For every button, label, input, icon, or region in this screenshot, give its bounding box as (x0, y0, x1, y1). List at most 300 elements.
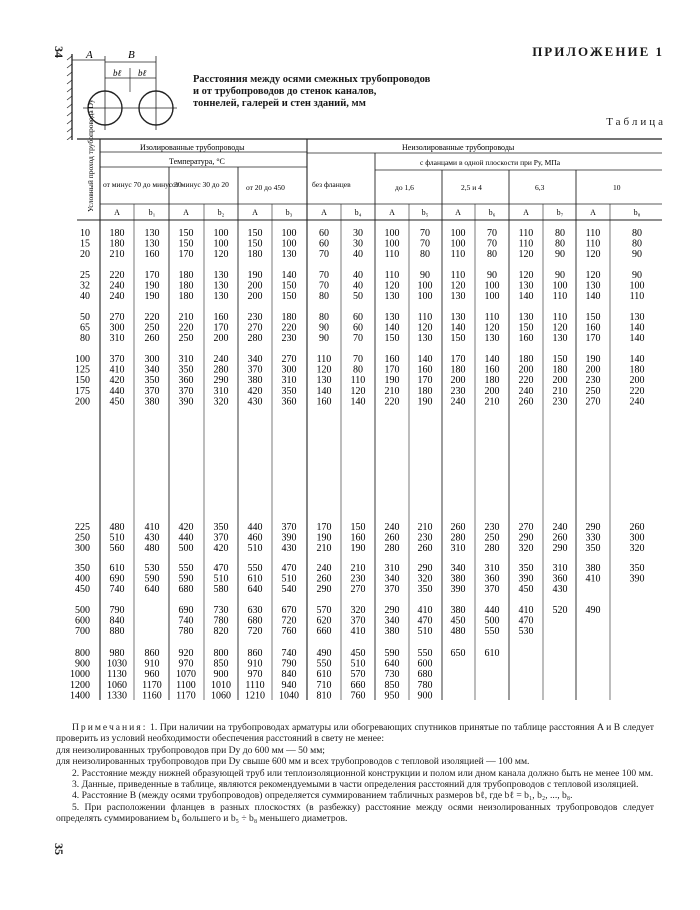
table-cell: 270 (247, 322, 263, 334)
table-cell: 170 (384, 364, 400, 376)
table-cell: 490 (585, 605, 601, 616)
table-cell: 110 (484, 312, 500, 323)
header-p3: 6,3 (535, 183, 545, 192)
table-cell: 560 (109, 543, 125, 555)
table-cell: 240 (213, 354, 229, 365)
table-cell: 550 (316, 658, 332, 670)
table-cell: 130 (450, 291, 466, 303)
table-cell: 310 (552, 563, 568, 574)
table-cell: 130 (585, 280, 601, 292)
table-cell: 860 (247, 648, 263, 659)
table-cell: 120 (316, 364, 332, 376)
table-cell: 850 (384, 679, 400, 691)
table-cell: 80 (632, 228, 642, 239)
table-cell: 460 (247, 532, 263, 544)
table-cell: 170 (585, 333, 601, 345)
table-cell: 60 (353, 312, 363, 323)
table-cell: 70 (319, 280, 329, 292)
table-cell: 230 (585, 375, 601, 387)
table-cell: 350 (281, 385, 297, 397)
label-bl-right: bℓ (138, 68, 147, 78)
table-cell: 80 (555, 238, 565, 250)
table-cell: 100 (384, 228, 400, 239)
table-cell: 210 (552, 385, 568, 397)
table-cell: 450 (350, 648, 366, 659)
label-bl-left: bℓ (113, 68, 122, 78)
subheader-cell: b₄ (354, 208, 362, 217)
header-p1: до 1,6 (395, 183, 414, 192)
table-cell: 110 (450, 249, 466, 261)
table-cell: 190 (384, 375, 400, 387)
table-cell: 120 (450, 280, 466, 292)
table-cell: 1040 (279, 690, 299, 702)
dy-cell: 15 (80, 238, 90, 250)
table-cell: 970 (178, 658, 194, 670)
table-cell: 260 (552, 532, 568, 544)
table-cell: 340 (384, 615, 400, 627)
table-cell: 390 (450, 584, 466, 596)
table-cell: 180 (178, 280, 194, 292)
table-cell: 360 (484, 573, 500, 585)
dy-cell: 1200 (70, 679, 90, 691)
table-cell: 200 (552, 375, 568, 387)
table-cell: 150 (178, 228, 194, 239)
table-cell: 350 (629, 563, 645, 574)
table-cell: 370 (178, 385, 194, 397)
table-cell: 40 (353, 280, 363, 292)
table-cell: 150 (384, 333, 400, 345)
table-cell: 420 (213, 543, 229, 555)
table-cell: 380 (247, 375, 263, 387)
table-cell: 70 (420, 238, 430, 250)
table-cell: 540 (281, 584, 297, 596)
table-cell: 320 (350, 605, 366, 616)
table-cell: 130 (213, 280, 229, 292)
subheader-cell: А (523, 208, 529, 217)
table-cell: 170 (144, 270, 160, 281)
table-cell: 270 (109, 312, 125, 323)
table-cell: 440 (178, 532, 194, 544)
table-cell: 150 (178, 238, 194, 250)
header-p2: 2,5 и 4 (461, 183, 482, 192)
table-cell: 370 (281, 522, 297, 533)
note-1b: для неизолированных трубопроводов при Dу свыше 600 мм и всех трубопроводов с тепловой изоляцией — 100 мм. (56, 756, 530, 768)
table-cell: 510 (109, 532, 125, 544)
table-cell: 350 (585, 543, 601, 555)
table-cell: 210 (178, 312, 194, 323)
table-cell: 480 (450, 626, 466, 638)
table-cell: 470 (213, 563, 229, 574)
table-cell: 70 (319, 270, 329, 281)
table-cell: 320 (518, 543, 534, 555)
table-cell: 310 (281, 375, 297, 387)
table-cell: 1130 (107, 669, 127, 681)
table-cell: 310 (384, 563, 400, 574)
table-cell: 810 (316, 690, 332, 702)
table-cell: 150 (450, 333, 466, 345)
table-cell: 150 (247, 238, 263, 250)
table-cell: 370 (213, 532, 229, 544)
page-number-top: 34 (52, 46, 66, 58)
table-cell: 410 (109, 364, 125, 376)
table-cell: 1070 (176, 669, 196, 681)
table-cell: 90 (420, 270, 430, 281)
table-cell: 70 (487, 228, 497, 239)
table-cell: 1160 (142, 690, 162, 702)
table-cell: 290 (552, 543, 568, 555)
note-1a: для неизолированных трубопроводов при Dу до 600 мм — 50 мм; (56, 744, 325, 756)
subheader-cell: А (183, 208, 189, 217)
table-cell: 690 (178, 605, 194, 616)
dy-cell: 600 (75, 615, 90, 627)
table-cell: 860 (144, 648, 160, 659)
table-cell: 200 (518, 364, 534, 376)
table-cell: 280 (484, 543, 500, 555)
table-cell: 420 (109, 375, 125, 387)
table-cell: 430 (281, 543, 297, 555)
table-cell: 350 (213, 522, 229, 533)
table-cell: 680 (417, 669, 433, 681)
table-cell: 380 (450, 605, 466, 616)
table-cell: 170 (417, 375, 433, 387)
table-cell: 210 (484, 396, 500, 408)
table-cell: 160 (518, 333, 534, 345)
dy-cell: 1000 (70, 669, 90, 681)
table-cell: 310 (484, 563, 500, 574)
table-cell: 260 (629, 522, 645, 533)
table-cell: 140 (350, 396, 366, 408)
table-cell: 120 (518, 270, 534, 281)
table-cell: 120 (384, 280, 400, 292)
table-cell: 140 (629, 354, 645, 365)
table-cell: 900 (417, 690, 433, 702)
table-cell: 670 (281, 605, 297, 616)
table-cell: 1060 (211, 690, 231, 702)
table-cell: 300 (109, 322, 125, 334)
table-cell: 590 (384, 648, 400, 659)
table-cell: 1210 (245, 690, 265, 702)
subheader-cell: b₃ (285, 208, 293, 217)
table-cell: 340 (450, 563, 466, 574)
table-cell: 300 (144, 354, 160, 365)
table-cell: 200 (213, 333, 229, 345)
table-cell: 630 (247, 605, 263, 616)
table-cell: 200 (484, 385, 500, 397)
table-cell: 150 (585, 312, 601, 323)
table-cell: 740 (178, 615, 194, 627)
table-cell: 340 (144, 364, 160, 376)
table-cell: 60 (319, 238, 329, 250)
table-cell: 310 (450, 543, 466, 555)
table-cell: 170 (213, 322, 229, 334)
table-cell: 950 (384, 690, 400, 702)
table-cell: 550 (178, 563, 194, 574)
table-cell: 180 (518, 354, 534, 365)
table-cell: 130 (518, 312, 534, 323)
table-cell: 230 (484, 522, 500, 533)
table-cell: 510 (247, 543, 263, 555)
table-cell: 320 (417, 573, 433, 585)
table-cell: 180 (552, 364, 568, 376)
subheader-cell: А (114, 208, 120, 217)
table-cell: 510 (350, 658, 366, 670)
table-cell: 410 (518, 605, 534, 616)
table-cell: 730 (213, 605, 229, 616)
table-cell: 80 (632, 238, 642, 250)
table-cell: 180 (109, 238, 125, 250)
table-cell: 740 (109, 584, 125, 596)
table-cell: 70 (487, 238, 497, 250)
table-cell: 140 (316, 385, 332, 397)
table-cell: 100 (417, 291, 433, 303)
dy-cell: 80 (80, 333, 90, 345)
table-cell: 370 (350, 615, 366, 627)
table-cell: 240 (450, 396, 466, 408)
table-cell: 900 (213, 669, 229, 681)
table-cell: 130 (144, 228, 160, 239)
table-cell: 360 (178, 375, 194, 387)
title-line: и от трубопроводов до стенок каналов, (193, 86, 377, 97)
table-cell: 610 (484, 648, 500, 659)
table-cell: 680 (247, 615, 263, 627)
dy-cell: 700 (75, 626, 90, 638)
subheader-cell: А (321, 208, 327, 217)
table-cell: 590 (144, 573, 160, 585)
table-cell: 530 (144, 563, 160, 574)
table-cell: 480 (109, 522, 125, 533)
table-cell: 350 (144, 375, 160, 387)
table-cell: 160 (484, 364, 500, 376)
table-cell: 550 (247, 563, 263, 574)
table-cell: 300 (629, 532, 645, 544)
table-cell: 150 (281, 280, 297, 292)
table-cell: 610 (247, 573, 263, 585)
table-cell: 130 (144, 238, 160, 250)
label-b: B (128, 49, 135, 61)
table-cell: 1100 (176, 679, 196, 691)
table-cell: 110 (384, 270, 400, 281)
table-cell: 110 (552, 291, 568, 303)
table-cell: 110 (316, 354, 332, 365)
table-cell: 110 (629, 291, 645, 303)
table-cell: 510 (281, 573, 297, 585)
table-cell: 340 (384, 573, 400, 585)
table-cell: 390 (518, 573, 534, 585)
table-cell: 210 (109, 249, 125, 261)
table-cell: 140 (518, 291, 534, 303)
header-t2: от минус 30 до 20 (172, 180, 229, 189)
table-cell: 230 (450, 385, 466, 397)
table-cell: 110 (417, 312, 433, 323)
table-cell: 80 (319, 312, 329, 323)
table-cell: 70 (420, 228, 430, 239)
title-line: тоннелей, галерей и стен зданий, мм (193, 98, 366, 109)
table-cell: 100 (417, 280, 433, 292)
table-cell: 80 (487, 249, 497, 261)
table-cell: 130 (417, 333, 433, 345)
table-cell: 90 (487, 270, 497, 281)
table-cell: 380 (144, 396, 160, 408)
note-5: 5. При расположении фланцев в разных плоскостях (в разбежку) расстояние между осями неизолированных трубопроводов следует определять суммированием b₄ большего и b₅ ÷ b₈ меньшего диаметров. (56, 801, 654, 825)
table-cell: 110 (450, 270, 466, 281)
table-cell: 220 (144, 312, 160, 323)
table-cell: 180 (484, 375, 500, 387)
table-cell: 120 (518, 249, 534, 261)
table-cell: 160 (316, 396, 332, 408)
table-cell: 190 (350, 543, 366, 555)
header-dy-column: Условный проход трубопровода Dу (86, 99, 95, 212)
table-cell: 90 (319, 322, 329, 334)
table-cell: 130 (384, 291, 400, 303)
table-cell: 170 (316, 522, 332, 533)
dy-cell: 40 (80, 291, 90, 303)
table-cell: 230 (552, 396, 568, 408)
table-cell: 220 (178, 322, 194, 334)
table-cell: 90 (319, 333, 329, 345)
header-t1: от минус 70 до минус 30 (103, 180, 182, 189)
dy-cell: 100 (75, 354, 90, 365)
table-label: Таблица (606, 116, 666, 128)
table-cell: 430 (247, 396, 263, 408)
table-cell: 440 (484, 605, 500, 616)
table-cell: 590 (178, 573, 194, 585)
table-cell: 380 (450, 573, 466, 585)
table-cell: 80 (555, 228, 565, 239)
subheader-cell: А (252, 208, 258, 217)
table-cell: 820 (213, 626, 229, 638)
table-cell: 130 (484, 333, 500, 345)
table-cell: 380 (384, 626, 400, 638)
table-cell: 200 (450, 375, 466, 387)
table-cell: 270 (518, 522, 534, 533)
subheader-cell: b₁ (148, 208, 156, 217)
table-cell: 110 (585, 228, 601, 239)
table-cell: 290 (417, 563, 433, 574)
table-cell: 940 (281, 679, 297, 691)
table-cell: 150 (281, 291, 297, 303)
table-cell: 580 (213, 584, 229, 596)
table-cell: 270 (281, 354, 297, 365)
table-cell: 680 (178, 584, 194, 596)
table-cell: 120 (213, 249, 229, 261)
table-cell: 370 (247, 364, 263, 376)
table-cell: 100 (450, 228, 466, 239)
notes-heading: Примечания: (72, 722, 148, 733)
table-cell: 130 (316, 375, 332, 387)
dy-cell: 800 (75, 648, 90, 659)
table-cell: 80 (420, 249, 430, 261)
table-cell: 910 (144, 658, 160, 670)
table-cell: 150 (518, 322, 534, 334)
table-cell: 240 (629, 396, 645, 408)
table-cell: 80 (319, 291, 329, 303)
header-p4: 10 (613, 183, 621, 192)
table-cell: 370 (109, 354, 125, 365)
table-cell: 290 (518, 532, 534, 544)
dy-cell: 300 (75, 543, 90, 555)
table-cell: 80 (353, 364, 363, 376)
table-cell: 140 (585, 291, 601, 303)
table-cell: 210 (384, 385, 400, 397)
table-cell: 180 (629, 364, 645, 376)
table-cell: 390 (281, 532, 297, 544)
table-cell: 100 (484, 291, 500, 303)
table-cell: 160 (384, 354, 400, 365)
table-cell: 420 (178, 522, 194, 533)
table-cell: 140 (384, 322, 400, 334)
table-cell: 450 (450, 615, 466, 627)
table-cell: 330 (585, 532, 601, 544)
table-cell: 450 (109, 396, 125, 408)
dy-cell: 32 (80, 280, 90, 292)
table-cell: 240 (552, 522, 568, 533)
table-cell: 720 (247, 626, 263, 638)
table-cell: 610 (316, 669, 332, 681)
table-cell: 640 (384, 658, 400, 670)
dy-cell: 225 (75, 522, 90, 533)
table-cell: 210 (316, 543, 332, 555)
table-cell: 260 (417, 543, 433, 555)
table-cell: 150 (350, 522, 366, 533)
table-cell: 160 (350, 532, 366, 544)
table-cell: 130 (213, 270, 229, 281)
table-cell: 120 (585, 270, 601, 281)
table-cell: 250 (585, 385, 601, 397)
table-cell: 200 (247, 280, 263, 292)
table-cell: 260 (450, 522, 466, 533)
dy-cell: 175 (75, 385, 90, 397)
table-cell: 220 (518, 375, 534, 387)
table-cell: 180 (178, 291, 194, 303)
dy-cell: 1400 (70, 690, 90, 702)
table-cell: 190 (144, 280, 160, 292)
table-cell: 140 (417, 354, 433, 365)
table-cell: 120 (350, 385, 366, 397)
table-cell: 110 (384, 249, 400, 261)
table-cell: 140 (629, 322, 645, 334)
table-cell: 290 (213, 375, 229, 387)
table-cell: 1110 (245, 679, 265, 691)
table-cell: 240 (109, 280, 125, 292)
table-cell: 220 (384, 396, 400, 408)
table-cell: 220 (281, 322, 297, 334)
table-cell: 430 (144, 532, 160, 544)
subheader-cell: А (389, 208, 395, 217)
table-cell: 320 (213, 396, 229, 408)
table-cell: 200 (247, 291, 263, 303)
table-cell: 240 (109, 291, 125, 303)
table-cell: 350 (417, 584, 433, 596)
subheader-cell: b₆ (488, 208, 496, 217)
table-cell: 370 (144, 385, 160, 397)
table-cell: 130 (384, 312, 400, 323)
table-cell: 1330 (107, 690, 127, 702)
table-cell: 180 (281, 312, 297, 323)
table-cell: 70 (319, 249, 329, 261)
table-cell: 240 (316, 563, 332, 574)
table-cell: 570 (350, 669, 366, 681)
table-cell: 220 (109, 270, 125, 281)
table-cell: 200 (629, 375, 645, 387)
table-cell: 30 (353, 238, 363, 250)
dy-cell: 25 (80, 270, 90, 281)
table-cell: 300 (281, 364, 297, 376)
table-cell: 710 (316, 679, 332, 691)
table-cell: 610 (109, 563, 125, 574)
table-cell: 850 (213, 658, 229, 670)
subheader-cell: b₈ (633, 208, 641, 217)
dy-cell: 125 (75, 364, 90, 376)
